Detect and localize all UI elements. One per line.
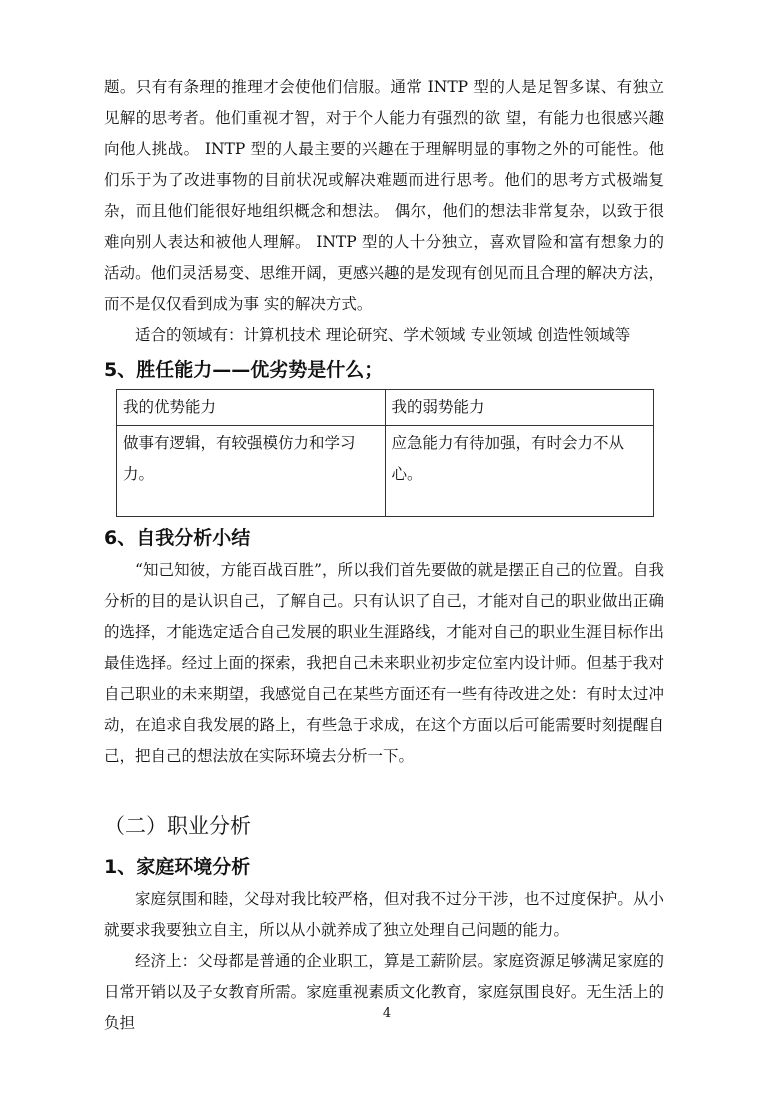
family-atmosphere-paragraph: 家庭氛围和睦，父母对我比较严格，但对我不过分干涉，也不过度保护。从小就要求我要独立自主，所以从小就养成了独立处理自己问题的能力。 — [104, 890, 664, 939]
family-environment-heading: 1、家庭环境分析 — [104, 856, 251, 878]
section5-heading: 5、胜任能力——优劣势是什么； — [104, 359, 384, 381]
ability-table-header-row — [117, 390, 654, 426]
self-analysis-summary-paragraph: “知己知彼，方能百战百胜”，所以我们首先要做的就是摆正自己的位置。自我分析的目的是认识自己，了解自己。只有认识了自己，才能对自己的职业做出正确的选择，才能选定适合自己发展的职业生涯路线，才能对自己的职业生涯目标作出最佳选择。经过上面的探索，我把自己未来职业初步定位室内设计师。但基于我对自己职业的未来期望，我感觉自己在某些方面还有一些有待改进之处：有时太过冲动，在追求自我发展的路上，有些急于求成，在这个方面以后可能需要时刻提醒自己，把自己的想法放在实际环境去分析一下。 — [104, 561, 664, 765]
ability-table-body-row — [117, 426, 654, 517]
page-content — [104, 72, 664, 1039]
career-analysis-heading: （二）职业分析 — [104, 814, 251, 838]
intro-paragraph: 题。只有有条理的推理才会使他们信服。通常 INTP 型的人是足智多谋、有独立见解的思考者。他们重视才智，对于个人能力有强烈的欲 望，有能力也很感兴趣向他人挑战。 INTP 型的人最主要的兴趣在于理解明显的事物之外的可能性。他们乐于为了改进事物的目前状况或解决难题而进行思考。他们的思考方式极端复杂，而且他们能很好地组织概念和想法。 偶尔，他们的想法非常复杂，以致于很难向别人表达和被他人理解。 INTP 型的人十分独立，喜欢冒险和富有想象力的活动。他们灵活易变、思维开阔，更感兴趣的是发现有创见而且合理的解决方法，而不是仅仅看到成为事 实的解决方式。 — [104, 78, 664, 313]
weaknesses-cell: 应急能力有待加强，有时会力不从心。 — [385, 426, 654, 517]
ability-table — [116, 389, 654, 517]
section6-heading: 6、自我分析小结 — [104, 527, 251, 549]
weaknesses-header: 我的弱势能力 — [385, 390, 654, 426]
strengths-header: 我的优势能力 — [117, 390, 386, 426]
page-number: 4 — [382, 1006, 392, 1021]
strengths-cell: 做事有逻辑，有较强模仿力和学习力。 — [117, 426, 386, 517]
suitable-fields-paragraph: 适合的领域有：计算机技术 理论研究、学术领域 专业领域 创造性领域等 — [135, 326, 631, 344]
family-economy-paragraph: 经济上：父母都是普通的企业职工，算是工薪阶层。家庭资源足够满足家庭的日常开销以及子女教育所需。家庭重视素质文化教育，家庭氛围良好。无生活上的负担 — [104, 952, 664, 1032]
